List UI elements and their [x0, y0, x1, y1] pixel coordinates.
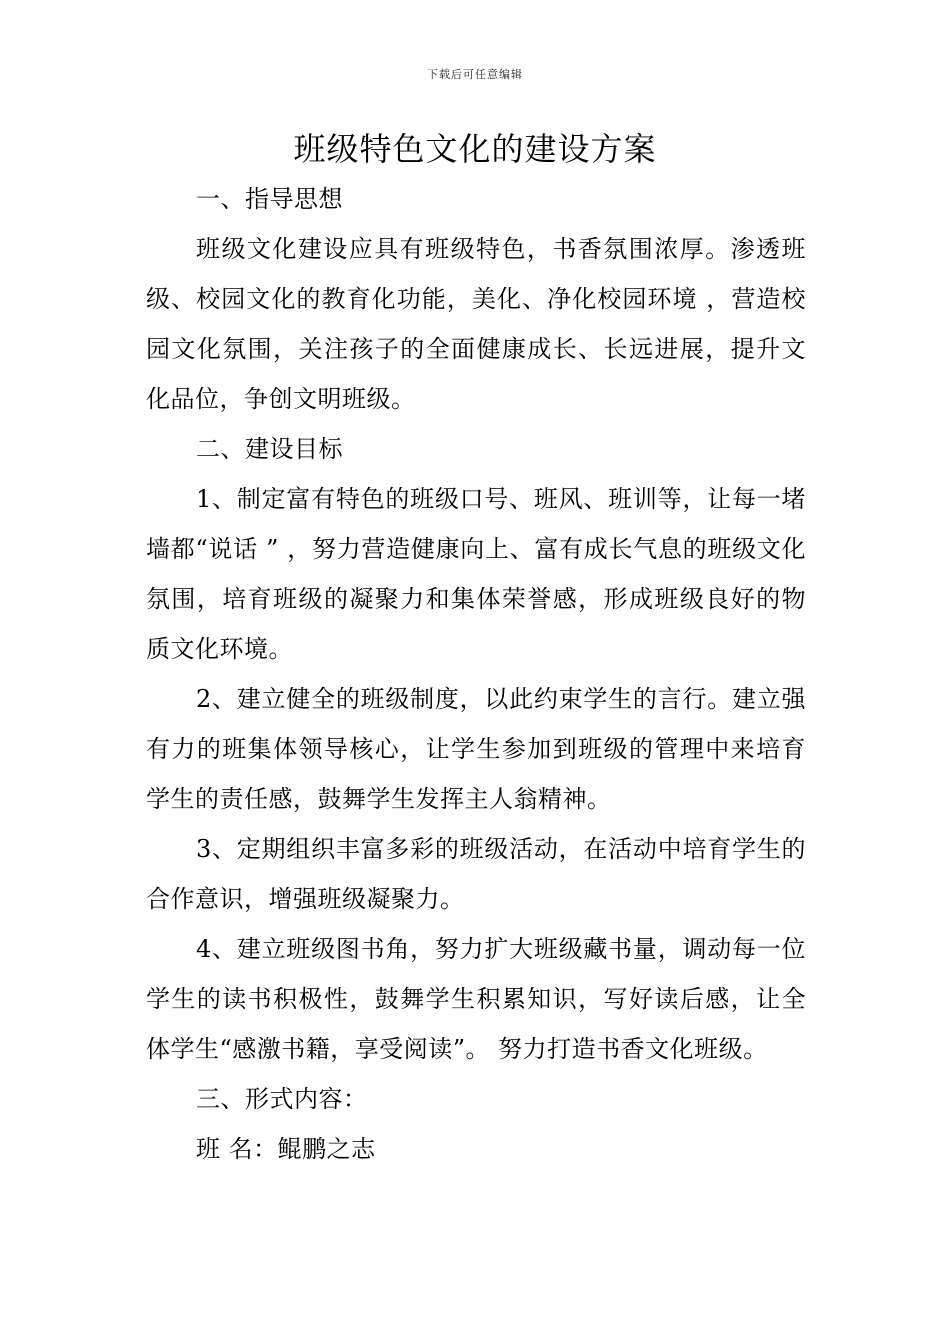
paragraph-goal-1: 1、制定富有特色的班级口号、班风、班训等，让每一堵墙都“说话 ” ，努力营造健康向上、富有成长气息的班级文化氛围，培育班级的凝聚力和集体荣誉感，形成班级良好的物质文化环境。: [146, 485, 806, 663]
section-heading-guiding-thought: 一、指导思想: [196, 185, 343, 213]
section-heading-content: 三、形式内容：: [196, 1085, 368, 1113]
paragraph-guiding-thought: 班级文化建设应具有班级特色，书香氛围浓厚。渗透班级、校园文化的教育化功能，美化、净化校园环境 ，营造校园文化氛围，关注孩子的全面健康成长、长远进展，提升文化品位，争创文明班级。: [146, 235, 806, 413]
paragraph-goal-2: 2、建立健全的班级制度，以此约束学生的言行。建立强有力的班集体领导核心，让学生参加到班级的管理中来培育学生的责任感，鼓舞学生发挥主人翁精神。: [146, 685, 806, 813]
paragraph-goal-4: 4、建立班级图书角，努力扩大班级藏书量，调动每一位学生的读书积极性，鼓舞学生积累知识，写好读后感，让全体学生“感激书籍，享受阅读”。 努力打造书香文化班级。: [146, 935, 806, 1063]
header-note: 下载后可任意编辑: [427, 68, 523, 81]
paragraph-goal-3: 3、定期组织丰富多彩的班级活动，在活动中培育学生的合作意识，增强班级凝聚力。: [146, 835, 806, 913]
document-body: [146, 174, 806, 1174]
document-title: 班级特色文化的建设方案: [293, 130, 657, 168]
paragraph-class-name: 班 名：鲲鹏之志: [196, 1135, 376, 1163]
section-heading-goals: 二、建设目标: [196, 435, 343, 463]
